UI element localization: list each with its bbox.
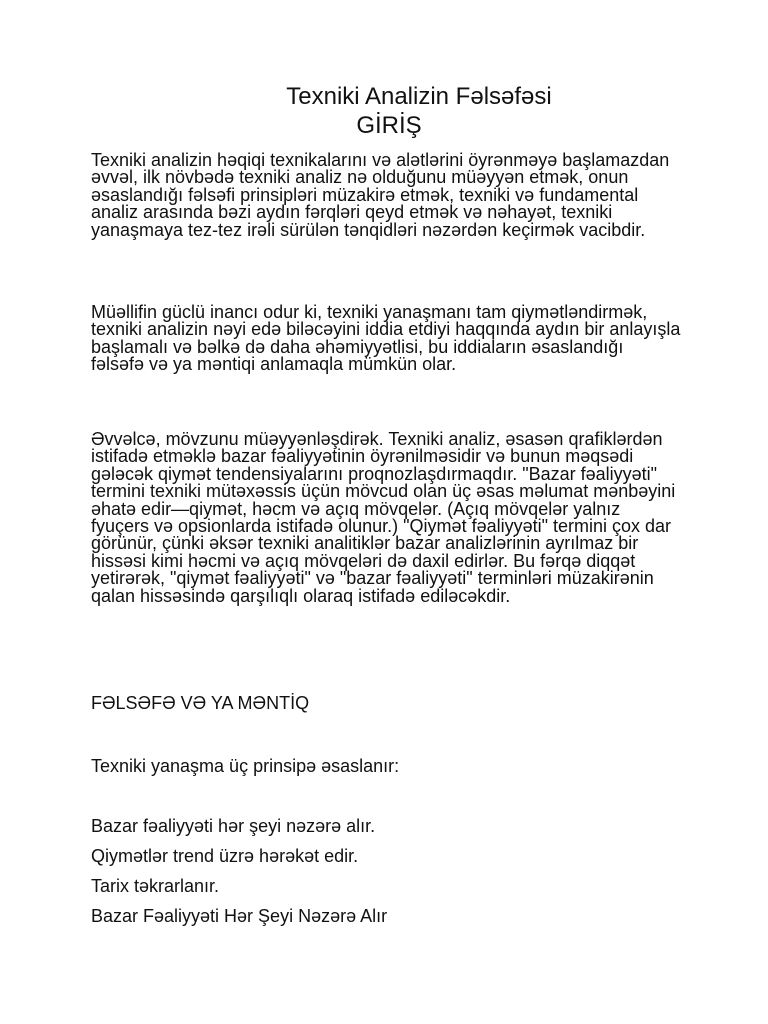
list-item: Tarix təkrarlanır.	[91, 876, 220, 896]
paragraph: Texniki analizin həqiqi texnikalarını və alətlərini öyrənməyə başlamazdan əvvəl, ilk növbədə texniki analiz nə olduğunu müəyyən etmək, onun əsaslandığı fəlsəfi prinsipləri müzakirə etmək, texniki və fundamental analiz arasında bəzi aydın fərqləri qeyd etmək və nəhayət, texniki yanaşmaya tez-tez irəli sürülən tənqidləri nəzərdən keçirmək vacibdir.	[91, 150, 670, 240]
principles-list	[91, 815, 387, 935]
list-item: Qiymətlər trend üzrə hərəkət edir.	[91, 846, 359, 866]
list-item: Bazar fəaliyyəti hər şeyi nəzərə alır.	[91, 816, 376, 836]
list-item: Bazar Fəaliyyəti Hər Şeyi Nəzərə Alır	[91, 906, 388, 926]
section-heading: FƏLSƏFƏ VƏ YA MƏNTİQ	[91, 693, 310, 713]
document-title: Texniki Analizin Fəlsəfəsi	[286, 83, 552, 110]
paragraph: Müəllifin güclü inancı odur ki, texniki yanaşmanı tam qiymətləndirmək, texniki analizin nəyi edə biləcəyini iddia etdiyi haqqında aydın bir anlayışla başlamalı və bəlkə də daha əhəmiyyətlisi, bu iddiaların əsaslandığı fəlsəfə və ya məntiqi anlamaqla mümkün olar.	[91, 302, 681, 375]
intro-text: Texniki yanaşma üç prinsipə əsaslanır:	[91, 756, 400, 776]
section-title-intro: GİRİŞ	[356, 112, 422, 139]
paragraph: Əvvəlcə, mövzunu müəyyənləşdirək. Texniki analiz, əsasən qrafiklərdən istifadə etməklə bazar fəaliyyətinin öyrənilməsidir və bunun məqsədi gələcək qiymət tendensiyalarını proqnozlaşdırmaqdır. "Bazar fəaliyyəti" termini texniki mütəxəssis üçün mövcud olan üç əsas məlumat mənbəyini əhatə edir—qiymət, həcm və açıq mövqelər. (Açıq mövqelər yalnız fyuçers və opsionlarda istifadə olunur.) "Qiymət fəaliyyəti" termini çox dar görünür, çünki əksər texniki analitiklər bazar analizlərinin ayrılmaz bir hissəsi kimi həcmi və açıq mövqeləri də daxil edirlər. Bu fərqə diqqət yetirərək, "qiymət fəaliyyəti" və "bazar fəaliyyəti" terminləri müzakirənin qalan hissəsində qarşılıqlı olaraq istifadə ediləcəkdir.	[91, 429, 676, 606]
